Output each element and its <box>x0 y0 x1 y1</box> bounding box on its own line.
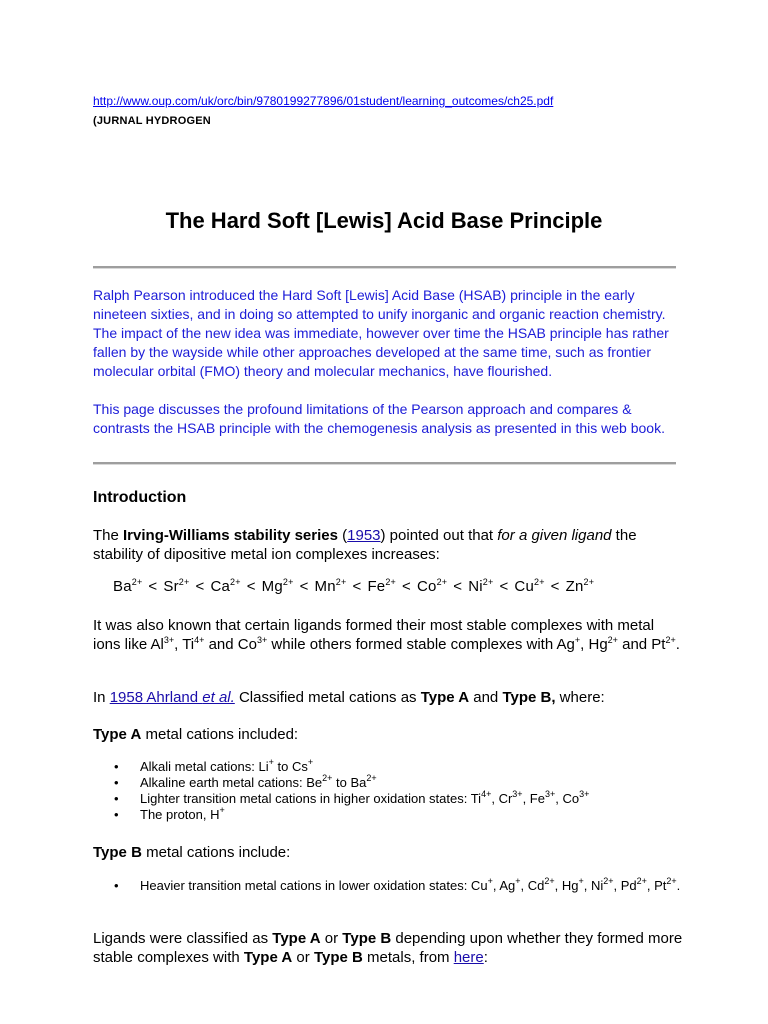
series-item: $Co^{2+}$ <box>416 577 448 595</box>
series-item: $Zn^{2+}$ <box>565 577 595 595</box>
section-heading: Introduction <box>93 489 187 506</box>
journal-note: (JURNAL HYDROGEN <box>93 115 211 127</box>
text: The <box>93 527 124 544</box>
list-item: • Heavier transition metal cations in lower oxidation states: Cu+, Ag+, $Cd^{2+}$, Hg+, $Ni^{2+}$, $Pd^{2+}$, $Pt^{2+}$. <box>93 878 693 894</box>
type-a-heading: Type A metal cations included: <box>93 726 299 743</box>
type-b-term: Type B, <box>502 689 556 706</box>
list-item: • The proton, H+ <box>93 807 589 823</box>
ligands-paragraph: It was also known that certain ligands formed their most stable complexes with metal ions like $Al^{3+}$, $Ti^{4+}$ and $Co^{3+}$ while others formed stable complexes with Ag+, $Hg^{2+}$ and $Pt^{2+}$. <box>93 617 680 653</box>
type-a-list <box>93 759 589 823</box>
less-than-sign: < <box>453 578 463 595</box>
ligands-classified-paragraph: Ligands were classified as Type A or Type B depending upon whether they formed more stable complexes with Type A or Type B metals, from here: <box>93 930 683 966</box>
intro-paragraph-1: Ralph Pearson introduced the Hard Soft [Lewis] Acid Base (HSAB) principle in the early nineteen sixties, and in doing so attempted to unify inorganic and organic reaction chemistry. The impact of the new idea was immediate, however over time the HSAB principle has rather fallen by the wayside while other approaches developed at the same time, such as frontier molecular orbital (FMO) theory and molecular mechanics, have flourished. <box>93 287 669 379</box>
year-1953-link[interactable]: 1953 <box>347 527 381 544</box>
ahrland-paragraph: In 1958 Ahrland et al. Classified metal cations as Type A and Type B, where: <box>93 689 605 706</box>
less-than-sign: < <box>499 578 509 595</box>
series-item: $Sr^{2+}$ <box>163 577 190 595</box>
series-item: $Ba^{2+}$ <box>113 577 143 595</box>
page-title: The Hard Soft [Lewis] Acid Base Principle <box>165 208 603 233</box>
irving-williams-paragraph <box>93 526 683 564</box>
series-item: $Ca^{2+}$ <box>210 577 241 595</box>
list-item: • Alkaline earth metal cations: $Be^{2+}$ to $Ba^{2+}$ <box>93 775 589 791</box>
series-item: $Cu^{2+}$ <box>514 577 545 595</box>
source-url-link[interactable]: http://www.oup.com/uk/orc/bin/9780199277896/01student/learning_outcomes/ch25.pdf <box>93 94 554 108</box>
text: the stability of dipositive metal ion complexes increases: <box>93 527 637 563</box>
type-b-heading: Type B metal cations include: <box>93 844 291 861</box>
type-a-term: Type A <box>420 689 470 706</box>
intro-paragraph-2: This page discusses the profound limitations of the Pearson approach and compares & contrasts the HSAB principle with the chemogenesis analysis as presented in this web book. <box>93 401 665 436</box>
type-b-list <box>93 878 693 894</box>
less-than-sign: < <box>148 578 158 595</box>
series-item: $Fe^{2+}$ <box>367 577 397 595</box>
less-than-sign: < <box>299 578 309 595</box>
less-than-sign: < <box>246 578 256 595</box>
less-than-sign: < <box>195 578 205 595</box>
less-than-sign: < <box>402 578 411 595</box>
irving-williams-term: Irving-Williams stability series <box>123 527 338 544</box>
series-item: $Mn^{2+}$ <box>314 577 347 595</box>
text: ( <box>337 527 348 544</box>
list-item: • Lighter transition metal cations in higher oxidation states: $Ti^{4+}$, $Cr^{3+}$, $Fe^{3+}$, $Co^{3+}$ <box>93 791 589 807</box>
list-item: • Alkali metal cations: Li+ to Cs+ <box>93 759 589 775</box>
less-than-sign: < <box>352 578 362 595</box>
emphasis-text: for a given ligand <box>497 527 612 544</box>
divider-bottom <box>93 462 676 465</box>
here-link[interactable]: here <box>453 949 484 966</box>
series-item: $Ni^{2+}$ <box>468 577 494 595</box>
stability-series <box>113 578 594 595</box>
text: ) pointed out that <box>380 527 498 544</box>
less-than-sign: < <box>550 578 560 595</box>
ahrland-1958-link[interactable]: 1958 Ahrland et al. <box>109 689 235 706</box>
divider-top <box>93 266 676 269</box>
series-item: $Mg^{2+}$ <box>261 577 294 595</box>
